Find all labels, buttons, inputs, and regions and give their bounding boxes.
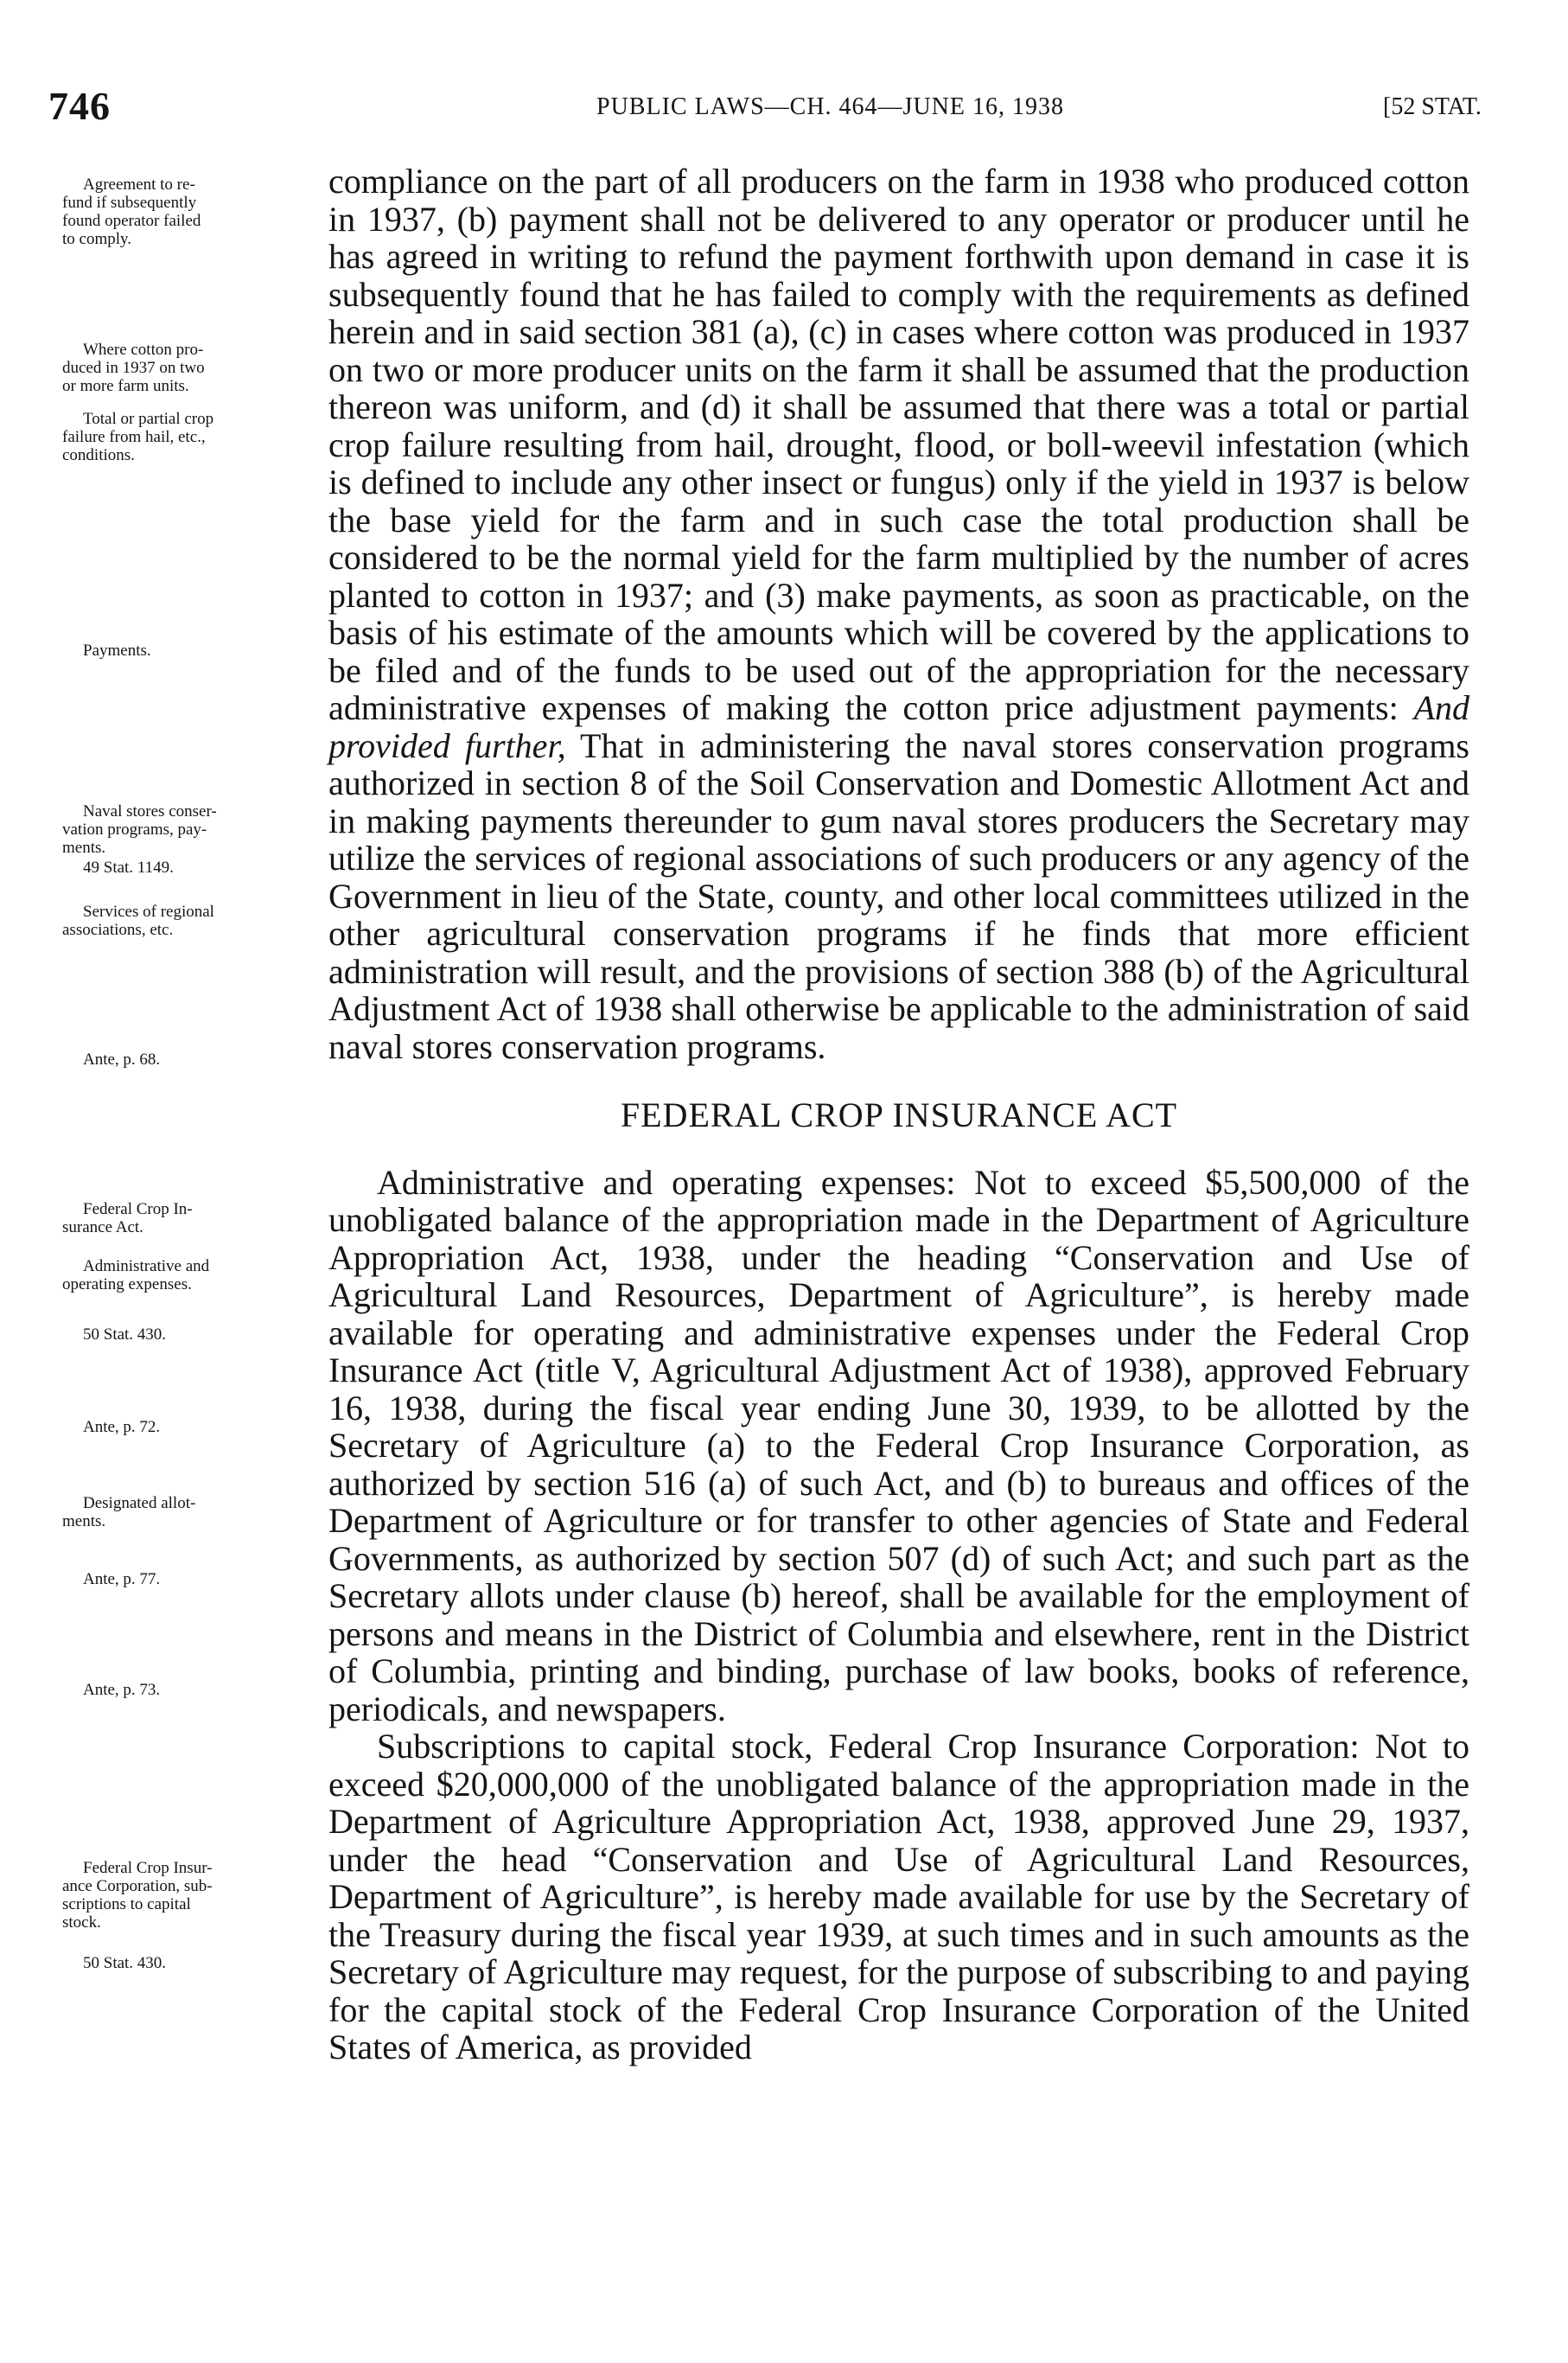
- margin-note-capital-stock: Federal Crop Insur- ance Corporation, sub- scriptions to capital stock.: [62, 1859, 213, 1932]
- margin-note-stat-430: 50 Stat. 430.: [83, 1325, 167, 1344]
- margin-note-payments: Payments.: [83, 642, 151, 660]
- paragraph-capital-stock: Subscriptions to capital stock, Federal Crop Insurance Corporation: Not to exceed $20,000,000 of the unobligated balance of the appropriation made in the Department of Agriculture Appropriation Act, 1938, approved June 29, 1937, under the head “Conservation and Use of Agricultural Land Resources, Department of Agriculture”, is hereby made available for use by the Secretary of the Treasury during the fiscal year 1939, at such times and in such amounts as the Secretary of Agriculture may request, for the purpose of subscribing to and paying for the capital stock of the Federal Crop Insurance Corporation of the United States of America, as provided: [328, 1727, 1469, 2066]
- italic-proviso: And provided further,: [328, 688, 1469, 765]
- margin-note-crop-failure: Total or partial crop failure from hail, etc., conditions.: [62, 410, 214, 464]
- paragraph-administrative-expenses: Administrative and operating expenses: Not to exceed $5,500,000 of the unobligated balance of the appropriation made in the Department of Agriculture Appropriation Act, 1938, under the heading “Conservation and Use of Agricultural Land Resources, Department of Agriculture”, is hereby made available for operating and administrative expenses under the Federal Crop Insurance Act (title V, Agricultural Adjustment Act of 1938), approved February 16, 1938, during the fiscal year ending June 30, 1939, to be allotted by the Secretary of Agriculture (a) to the Federal Crop Insurance Corporation, as authorized by section 516 (a) of such Act, and (b) to bureaus and offices of the Department of Agriculture or for transfer to other agencies of State and Federal Governments, as authorized by section 507 (d) of such Act; and such part as the Secretary allots under clause (b) hereof, shall be available for the employment of persons and means in the District of Columbia and elsewhere, rent in the District of Columbia, printing and binding, purchase of law books, books of reference, periodicals, and newspapers.: [328, 1162, 1469, 1728]
- margin-note-ante-73: Ante, p. 73.: [83, 1681, 161, 1699]
- margin-note-crop-insurance-act: Federal Crop In- surance Act.: [62, 1200, 193, 1236]
- margin-note-ante-77: Ante, p. 77.: [83, 1570, 161, 1588]
- section-heading: FEDERAL CROP INSURANCE ACT: [620, 1095, 1178, 1134]
- margin-note-operating-expenses: Administrative and operating expenses.: [62, 1257, 210, 1293]
- margin-note-ante-72: Ante, p. 72.: [83, 1418, 161, 1436]
- margin-note-ante-68: Ante, p. 68.: [83, 1051, 161, 1069]
- margin-note-naval-stores: Naval stores conser- vation programs, pay- ments.: [62, 802, 217, 857]
- running-head: PUBLIC LAWS—CH. 464—JUNE 16, 1938: [596, 93, 1064, 120]
- margin-note-designated-allotments: Designated allot- ments.: [62, 1494, 196, 1530]
- margin-note-regional-associations: Services of regional associations, etc.: [62, 903, 214, 939]
- margin-note-refund-agreement: Agreement to re- fund if subsequently found operator failed to comply.: [62, 176, 201, 248]
- main-text: [328, 163, 1469, 2066]
- volume-reference: [52 STAT.: [1383, 93, 1482, 120]
- margin-note-two-farm-units: Where cotton pro- duced in 1937 on two or more farm units.: [62, 341, 205, 395]
- page-number: 746: [48, 84, 111, 128]
- margin-note-stat-1149: 49 Stat. 1149.: [83, 859, 174, 877]
- paragraph-cotton-naval-stores: compliance on the part of all producers on the farm in 1938 who produced cotton in 1937, (b) payment shall not be delivered to any operator or producer until he has agreed in writing to refund the payment forthwith upon demand in case it is subsequently found that he has failed to comply with the requirements as defined herein and in said section 381 (a), (c) in cases where cotton was produced in 1937 on two or more producer units on the farm it shall be assumed that the production thereon was uniform, and (d) it shall be assumed that there was a total or partial crop failure resulting from hail, drought, flood, or boll-weevil infestation (which is defined to include any other insect or fungus) only if the yield in 1937 is below the base yield for the farm and in such case the total production shall be considered to be the normal yield for the farm multiplied by the number of acres planted to cotton in 1937; and (3) make payments, as soon as practicable, on the basis of his estimate of the amounts which will be covered by the applications to be filed and of the funds to be used out of the appropriation for the necessary administrative expenses of making the cotton price adjustment payments: And provided further, That in administering the naval stores conservation programs authorized in section 8 of the Soil Conservation and Domestic Allotment Act and in making payments thereunder to gum naval stores producers the Secretary may utilize the services of regional associations of such producers or any agency of the Government in lieu of the State, county, and other local committees utilized in the other agricultural conservation programs if he finds that more efficient administration will result, and the provisions of section 388 (b) of the Agricultural Adjustment Act of 1938 shall otherwise be applicable to the administration of said naval stores conservation programs.: [328, 162, 1469, 1066]
- margin-note-stat-430-second: 50 Stat. 430.: [83, 1954, 167, 1972]
